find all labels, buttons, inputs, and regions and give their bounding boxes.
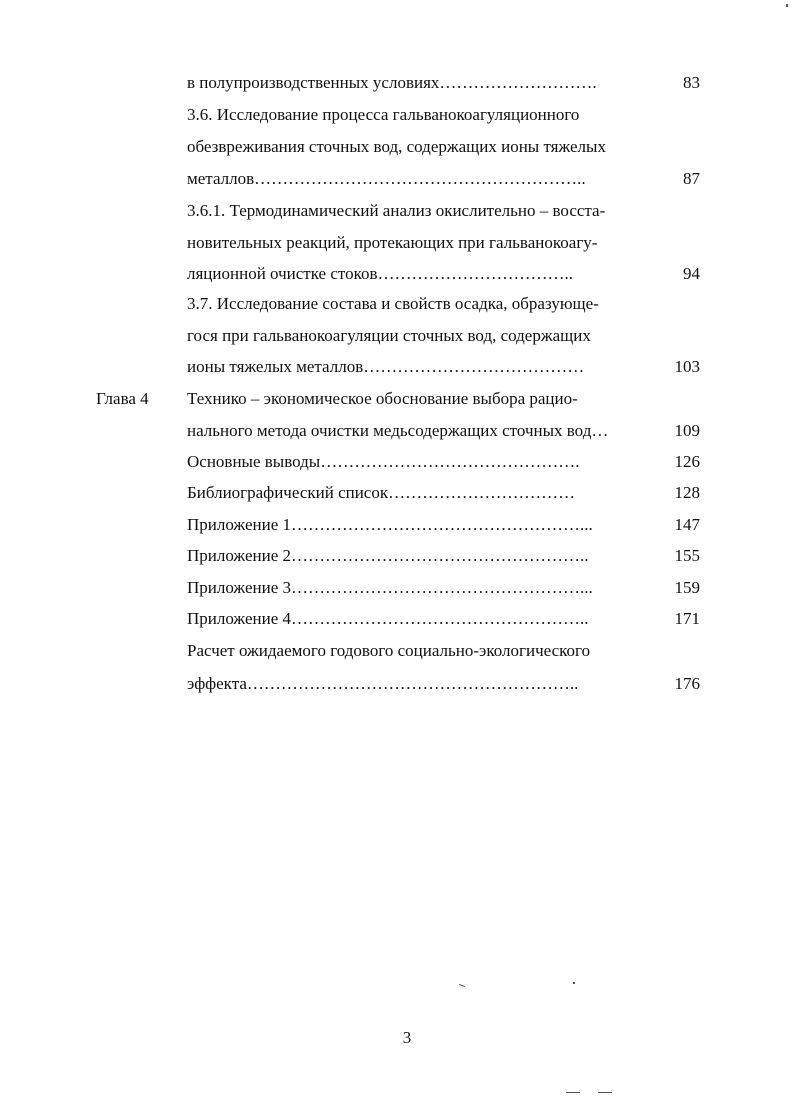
scan-speck	[573, 982, 575, 984]
toc-line: Расчет ожидаемого годового социально-экологического	[187, 641, 591, 660]
toc-line: Приложение 1……………………………………………...	[187, 515, 593, 534]
toc-line: нального метода очистки медьсодержащих сточных вод…	[187, 421, 609, 440]
toc-line: Технико – экономическое обоснование выбора рацио-	[187, 389, 578, 408]
toc-line: гося при гальванокоагуляции сточных вод, содержащих	[187, 326, 591, 345]
toc-line: эффекта…………………………………………………..	[187, 674, 579, 693]
scan-speck	[598, 1092, 612, 1093]
toc-page-number: 109	[674, 421, 700, 440]
toc-page-number: 155	[674, 546, 700, 565]
page-number: 3	[402, 1028, 412, 1047]
toc-line: 3.7. Исследование состава и свойств осадка, образующе-	[187, 294, 599, 313]
toc-line: 3.6. Исследование процесса гальванокоагуляционного	[187, 105, 580, 124]
toc-page-number: 94	[683, 264, 700, 283]
toc-page-number: 147	[674, 515, 700, 534]
chapter-label: Глава 4	[96, 389, 149, 408]
toc-line: в полупроизводственных условиях……………………….	[187, 73, 597, 92]
toc-line: Библиографический список……………………………	[187, 483, 576, 502]
toc-page-number: 126	[674, 452, 700, 471]
scan-speck	[786, 4, 788, 7]
scan-speck	[459, 984, 465, 987]
toc-line: Приложение 3……………………………………………...	[187, 578, 593, 597]
toc-line: новительных реакций, протекающих при гальванокоагу-	[187, 233, 598, 252]
toc-page-number: 87	[683, 169, 700, 188]
toc-line: 3.6.1. Термодинамический анализ окислительно – восста-	[187, 201, 606, 220]
toc-page-number: 83	[683, 73, 700, 92]
toc-page-number: 159	[674, 578, 700, 597]
scan-speck	[566, 1092, 580, 1093]
toc-line: Приложение 2……………………………………………..	[187, 546, 589, 565]
toc-line: Приложение 4……………………………………………..	[187, 609, 589, 628]
toc-line: обезвреживания сточных вод, содержащих ионы тяжелых	[187, 137, 606, 156]
toc-page-number: 128	[674, 483, 700, 502]
toc-page-number: 176	[674, 674, 700, 693]
toc-page-number: 103	[674, 357, 700, 376]
toc-line: ляционной очистке стоков……………………………..	[187, 264, 574, 283]
toc-line: металлов…………………………………………………..	[187, 169, 586, 188]
toc-page-number: 171	[674, 609, 700, 628]
toc-line: Основные выводы……………………………………….	[187, 452, 580, 471]
toc-line: ионы тяжелых металлов…………………………………	[187, 357, 585, 376]
